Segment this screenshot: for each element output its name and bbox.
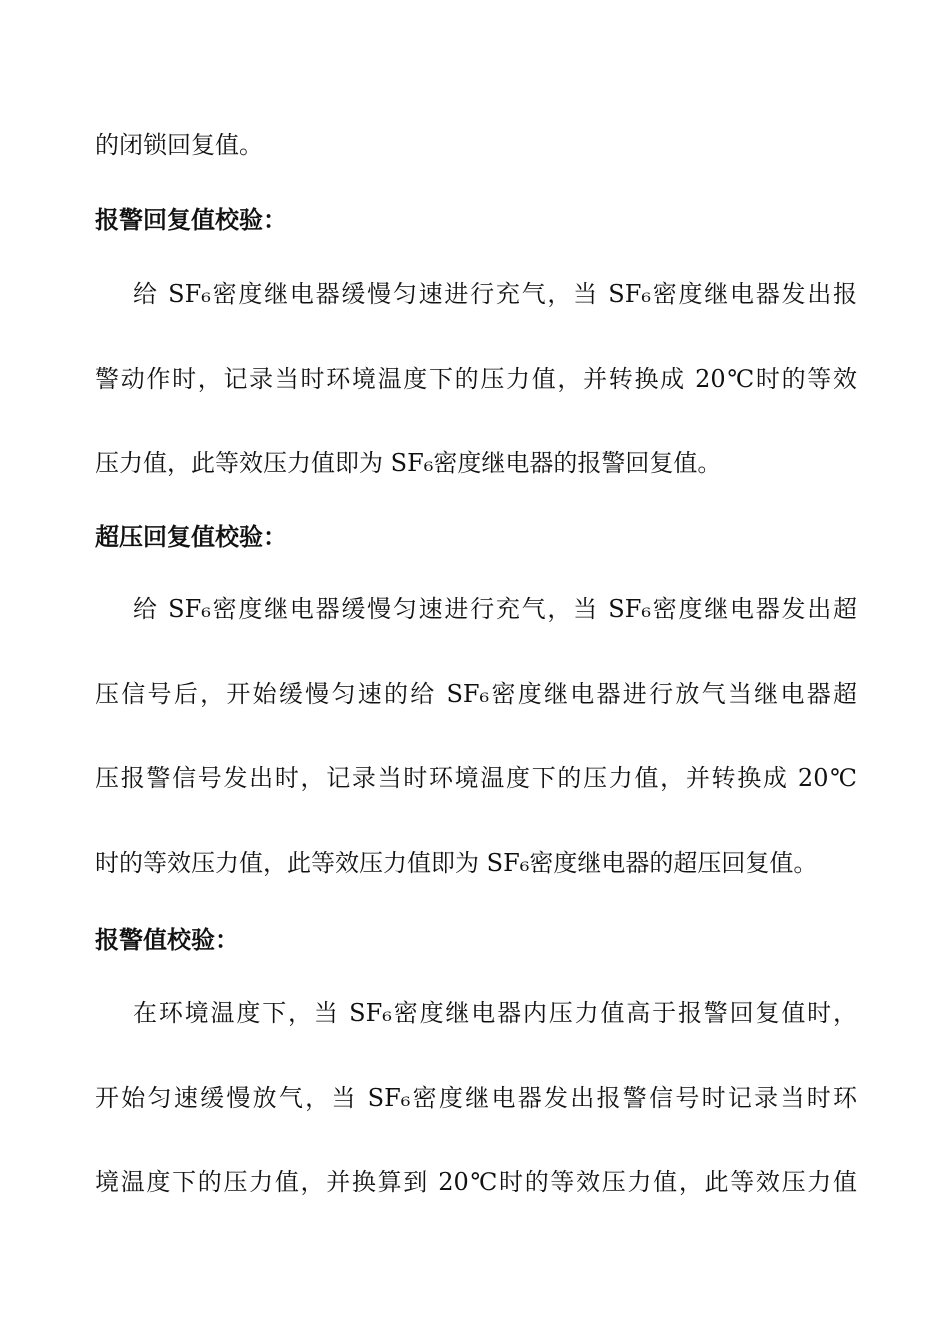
paragraph-line: 时的等效压力值，此等效压力值即为 SF₆密度继电器的超压回复值。 [95,849,818,877]
paragraph-line: 给 SF₆密度继电器缓慢匀速进行充气，当 SF₆密度继电器发出超 [133,595,857,623]
section-heading-overpressure-reset: 超压回复值校验： [95,522,287,551]
paragraph-line: 境温度下的压力值，并换算到 20℃时的等效压力值，此等效压力值 [95,1168,857,1196]
paragraph-line: 给 SF₆密度继电器缓慢匀速进行充气，当 SF₆密度继电器发出报 [133,280,857,308]
paragraph-line: 开始匀速缓慢放气，当 SF₆密度继电器发出报警信号时记录当时环 [95,1084,857,1112]
paragraph-line: 压力值，此等效压力值即为 SF₆密度继电器的报警回复值。 [95,449,722,477]
paragraph-line: 的闭锁回复值。 [95,131,263,159]
paragraph-line: 在环境温度下，当 SF₆密度继电器内压力值高于报警回复值时， [133,999,857,1027]
section-heading-alarm-value: 报警值校验： [95,925,239,954]
paragraph-line: 警动作时，记录当时环境温度下的压力值，并转换成 20℃时的等效 [95,365,857,393]
paragraph-line: 压信号后，开始缓慢匀速的给 SF₆密度继电器进行放气当继电器超 [95,680,857,708]
paragraph-line: 压报警信号发出时，记录当时环境温度下的压力值，并转换成 20℃ [95,764,857,792]
section-heading-alarm-reset: 报警回复值校验： [95,205,287,234]
